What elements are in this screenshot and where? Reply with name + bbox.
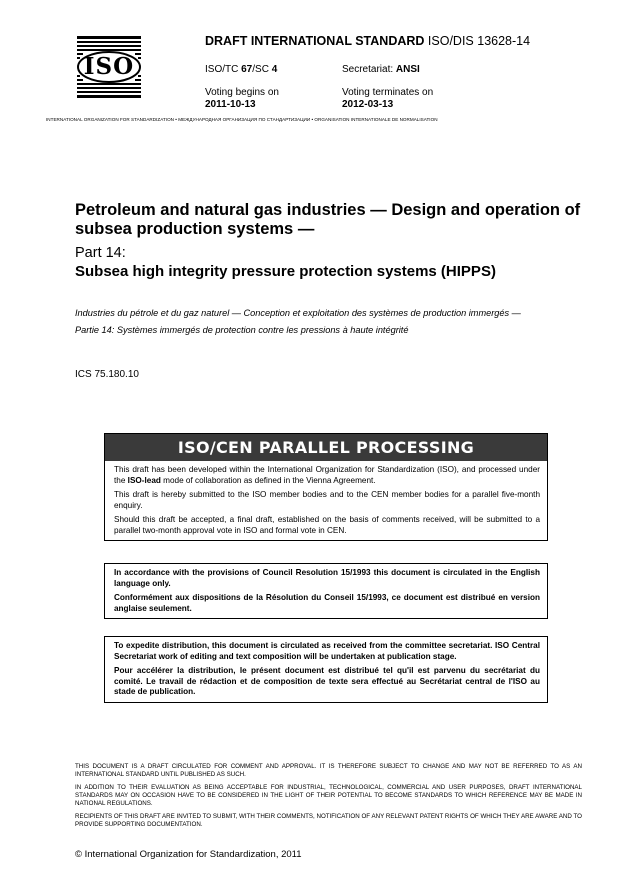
- parallel-paragraph-1: This draft has been developed within the International Organization for Standardization (ISO), and processed under the ISO-lead mode of collaboration as defined in the Vienna Agreement.: [114, 465, 540, 485]
- voting-begins: [205, 87, 279, 111]
- language-notice-box: [104, 563, 548, 619]
- voting-terminates-label: Voting terminates on: [342, 87, 434, 98]
- voting-begins-date: 2011-10-13: [205, 99, 256, 110]
- disclaimer: [75, 763, 582, 834]
- document-type: DRAFT INTERNATIONAL STANDARD: [205, 34, 425, 48]
- secretariat: Secretariat: ANSI: [342, 64, 420, 75]
- parallel-processing-banner: ISO/CEN PARALLEL PROCESSING: [105, 434, 547, 461]
- document-heading: [205, 34, 530, 48]
- voting-terminates-date: 2012-03-13: [342, 99, 394, 110]
- french-title-line-2: Partie 14: Systèmes immergés de protection contre les pressions à haute intégrité: [75, 325, 409, 335]
- disclaimer-paragraph-2: IN ADDITION TO THEIR EVALUATION AS BEING ACCEPTABLE FOR INDUSTRIAL, TECHNOLOGICAL, COMMERCIAL AND USER PURPOSES, DRAFT INTERNATIONAL STANDARDS MAY ON OCCASION HAVE TO BE CONSIDERED IN THE LIGHT OF THEIR POTENTIAL TO BECOME STANDARDS TO WHICH REFERENCE MAY BE MADE IN NATIONAL REGULATIONS.: [75, 784, 582, 807]
- voting-begins-label: Voting begins on: [205, 87, 279, 98]
- ics-code: ICS 75.180.10: [75, 369, 139, 380]
- document-number: ISO/DIS 13628-14: [427, 34, 531, 48]
- french-title-line-1: Industries du pétrole et du gaz naturel — Conception et exploitation des systèmes de production immergés —: [75, 308, 521, 318]
- copyright-notice: © International Organization for Standardization, 2011: [75, 849, 302, 860]
- committee-tc: 67: [241, 64, 253, 75]
- iso-logo: [77, 36, 141, 98]
- organization-line: INTERNATIONAL ORGANIZATION FOR STANDARDIZATION • МЕЖДУНАРОДНАЯ ОРГАНИЗАЦИЯ ПО СТАНДАРТИЗАЦИИ • ORGANISATION INTERNATIONALE DE NORMALISATION: [46, 117, 438, 122]
- distribution-notice-fr: Pour accélérer la distribution, le présent document est distribué tel qu'il est parvenu du secrétariat du comité. Le travail de rédaction et de composition de texte sera effectué au Secrétariat central de l'ISO au stade de publication.: [114, 666, 540, 696]
- part-number: Part 14:: [75, 245, 126, 261]
- secretariat-value: ANSI: [395, 64, 420, 75]
- disclaimer-paragraph-1: THIS DOCUMENT IS A DRAFT CIRCULATED FOR COMMENT AND APPROVAL. IT IS THEREFORE SUBJECT TO CHANGE AND MAY NOT BE REFERRED TO AS AN INTERNATIONAL STANDARD UNTIL PUBLISHED AS SUCH.: [75, 763, 582, 778]
- parallel-paragraph-2: This draft is hereby submitted to the ISO member bodies and to the CEN member bodies for a parallel five-month enquiry.: [114, 490, 540, 510]
- language-notice-en: In accordance with the provisions of Council Resolution 15/1993 this document is circulated in the English language only.: [114, 568, 540, 588]
- committee-reference: ISO/TC 67/SC 4: [205, 64, 278, 75]
- distribution-notice-box: [104, 636, 548, 703]
- language-notice-fr: Conformément aux dispositions de la Résolution du Conseil 15/1993, ce document est distribué en version anglaise seulement.: [114, 593, 540, 613]
- parallel-processing-box: [104, 433, 548, 541]
- distribution-notice-en: To expedite distribution, this document is circulated as received from the committee secretariat. ISO Central Secretariat work of editing and text composition will be undertaken at publication stage.: [114, 641, 540, 661]
- document-title: Petroleum and natural gas industries — Design and operation of subsea production systems —: [75, 201, 581, 238]
- parallel-paragraph-3: Should this draft be accepted, a final draft, established on the basis of comments received, will be submitted to a parallel two-month approval vote in ISO and formal vote in CEN.: [114, 515, 540, 535]
- part-title: Subsea high integrity pressure protection systems (HIPPS): [75, 263, 496, 280]
- iso-lead-term: ISO-lead: [127, 475, 161, 485]
- parallel-processing-text: [105, 461, 547, 540]
- iso-logo-text: ISO: [83, 53, 135, 80]
- voting-terminates: [342, 87, 433, 111]
- disclaimer-paragraph-3: RECIPIENTS OF THIS DRAFT ARE INVITED TO SUBMIT, WITH THEIR COMMENTS, NOTIFICATION OF ANY RELEVANT PATENT RIGHTS OF WHICH THEY ARE AWARE AND TO PROVIDE SUPPORTING DOCUMENTATION.: [75, 813, 582, 828]
- committee-sc: 4: [271, 64, 278, 75]
